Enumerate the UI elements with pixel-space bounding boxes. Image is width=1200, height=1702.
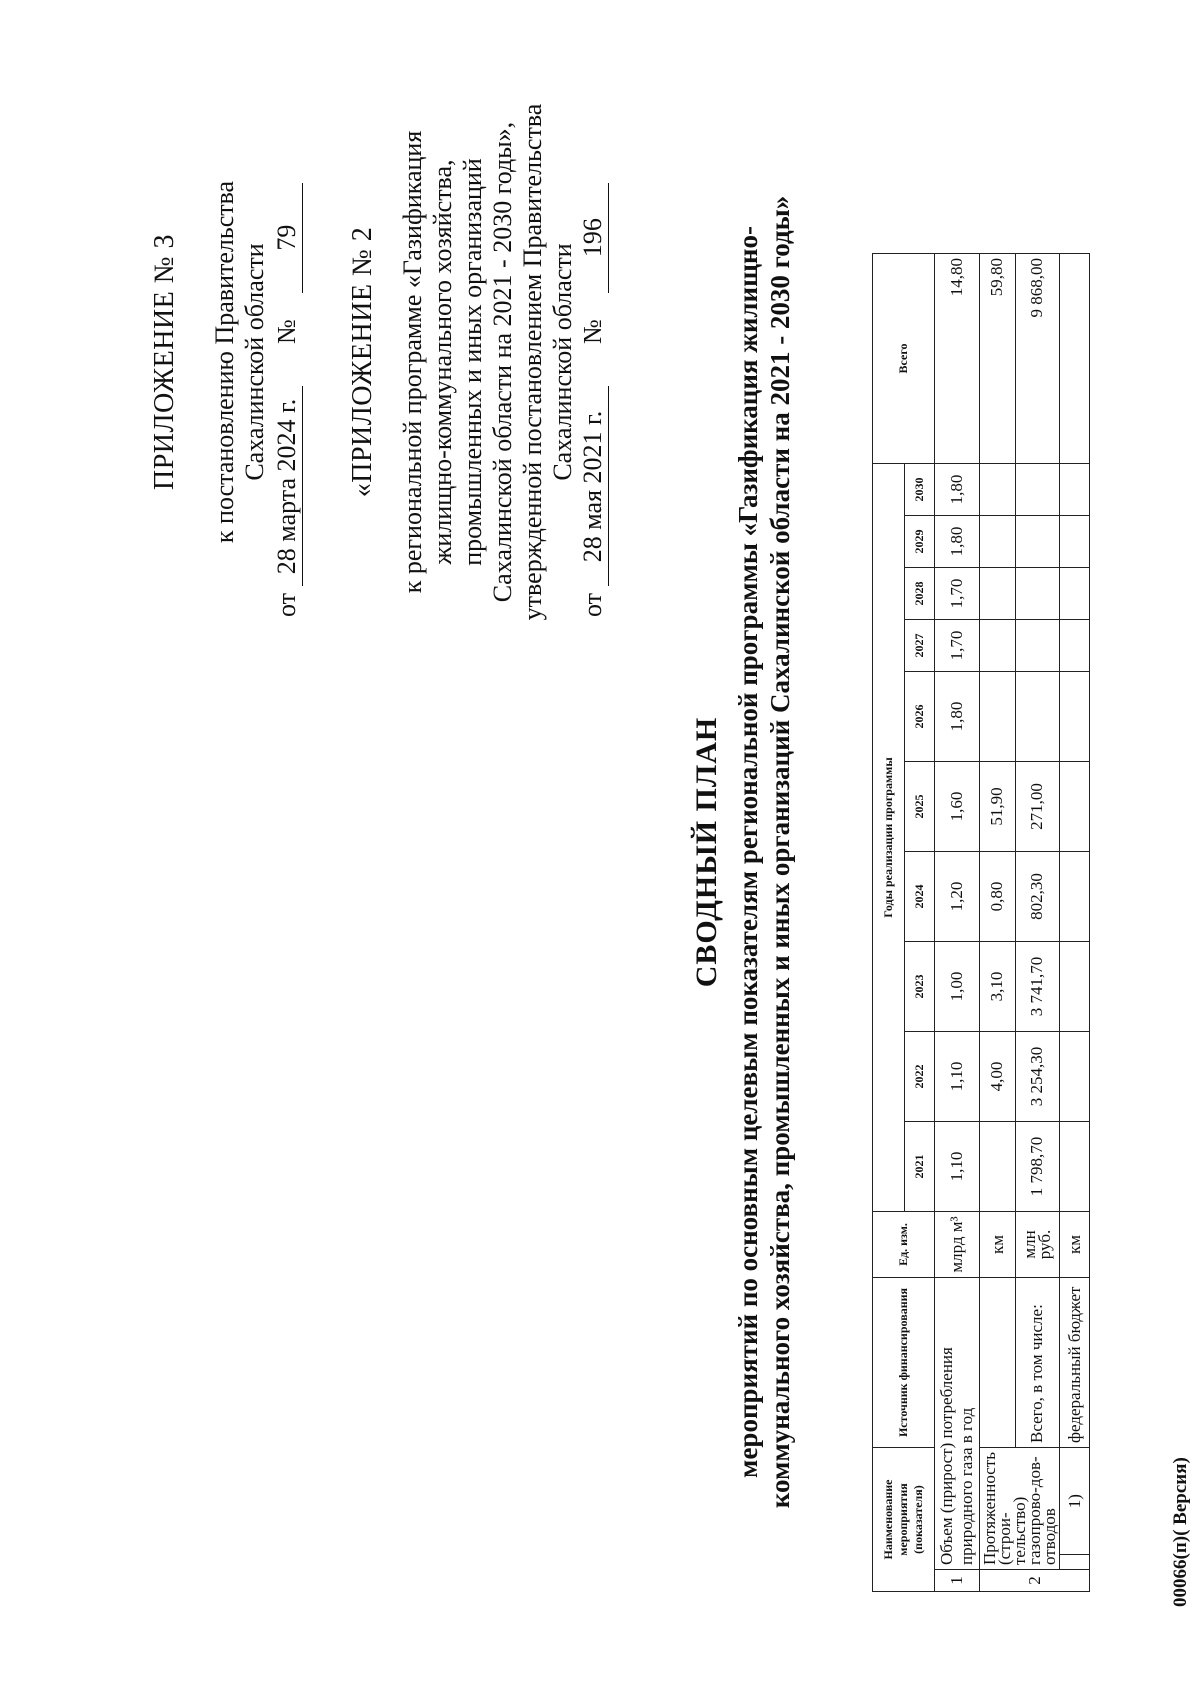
value-cell xyxy=(980,1122,1016,1212)
appendix3-from-label: от xyxy=(272,592,301,617)
value-cell: 1,20 xyxy=(935,852,980,942)
appendix2-title: «ПРИЛОЖЕНИЕ № 2 xyxy=(347,226,378,498)
value-cell xyxy=(1060,942,1090,1032)
row-unit: млн руб. xyxy=(1015,1212,1059,1278)
value-cell xyxy=(1060,516,1090,568)
header-year: 2029 xyxy=(905,516,935,568)
document-subtitle xyxy=(732,112,796,1592)
row-source: федеральный бюджет xyxy=(1060,1278,1090,1448)
value-cell xyxy=(1060,852,1090,942)
row-unit: км xyxy=(1060,1212,1090,1278)
appendix2-num-label: № xyxy=(578,319,607,344)
appendix2-date-line xyxy=(578,97,609,617)
value-cell xyxy=(980,672,1016,762)
row-name: Объем (прирост) потребления природного газа в год xyxy=(935,1278,980,1570)
row-name-empty xyxy=(1060,1555,1090,1570)
total-cell: 9 868,00 xyxy=(1015,254,1059,464)
value-cell: 1,10 xyxy=(935,1122,980,1212)
value-cell xyxy=(1015,464,1059,516)
table-row xyxy=(935,254,980,1592)
header-name: Наименование мероприятия (показателя) xyxy=(873,1448,935,1592)
row-name: Протяженность (строи-тельство) газопрово-дов-отводов xyxy=(980,1448,1060,1570)
row-number: 2 xyxy=(980,1570,1090,1592)
table-row xyxy=(1060,254,1090,1592)
value-cell: 1,70 xyxy=(935,620,980,672)
value-cell xyxy=(1060,620,1090,672)
value-cell: 1,10 xyxy=(935,1032,980,1122)
appendix3-date-line xyxy=(272,97,303,617)
appendix2-line3: промышленных и иных организаций xyxy=(458,158,487,566)
value-cell xyxy=(1015,568,1059,620)
table-row xyxy=(1015,254,1059,1592)
footer-code: 00066(п)( Версия) xyxy=(1170,1457,1191,1607)
value-cell xyxy=(980,568,1016,620)
value-cell xyxy=(1060,568,1090,620)
appendix2-line2: жилищно-коммунального хозяйства, xyxy=(428,159,457,565)
value-cell: 3 254,30 xyxy=(1015,1032,1059,1122)
header-years-group: Годы реализации программы xyxy=(873,464,905,1212)
value-cell xyxy=(1060,1032,1090,1122)
document-title: СВОДНЫЙ ПЛАН xyxy=(690,716,723,988)
header-row-1 xyxy=(873,254,905,1592)
appendix2-date: 28 мая 2021 г. xyxy=(578,386,609,586)
value-cell xyxy=(1060,762,1090,852)
appendix2-line1: к региональной программе «Газификация xyxy=(398,130,427,594)
value-cell xyxy=(980,464,1016,516)
value-cell xyxy=(1015,620,1059,672)
value-cell xyxy=(1060,464,1090,516)
header-total: Всего xyxy=(873,254,935,464)
value-cell: 1,00 xyxy=(935,942,980,1032)
row-unit: млрд м³ xyxy=(935,1212,980,1278)
plan-table xyxy=(872,253,1090,1592)
appendix2-line5: утвержденной постановлением Правительства xyxy=(518,103,547,621)
value-cell xyxy=(1015,516,1059,568)
appendix3-date: 28 марта 2024 г. xyxy=(272,386,303,586)
value-cell: 4,00 xyxy=(980,1032,1016,1122)
total-cell xyxy=(1060,254,1090,464)
value-cell: 3 741,70 xyxy=(1015,942,1059,1032)
row-unit: км xyxy=(980,1212,1016,1278)
header-year: 2021 xyxy=(905,1122,935,1212)
header-year: 2023 xyxy=(905,942,935,1032)
value-cell: 1 798,70 xyxy=(1015,1122,1059,1212)
value-cell: 51,90 xyxy=(980,762,1016,852)
appendix2-line6: Сахалинской области xyxy=(548,243,577,481)
header-year: 2025 xyxy=(905,762,935,852)
appendix3-line1: к постановлению Правительства xyxy=(210,180,239,544)
value-cell xyxy=(1060,1122,1090,1212)
appendix2-from-label: от xyxy=(578,592,607,617)
appendix3-number: 79 xyxy=(272,183,303,293)
header-source: Источник финансирования xyxy=(873,1278,935,1448)
appendix3-num-label: № xyxy=(272,319,301,344)
row-source: Всего, в том числе: xyxy=(1015,1278,1059,1448)
total-cell: 14,80 xyxy=(935,254,980,464)
appendix3-title: ПРИЛОЖЕНИЕ № 3 xyxy=(149,234,180,490)
value-cell xyxy=(1015,672,1059,762)
header-year: 2030 xyxy=(905,464,935,516)
value-cell: 0,80 xyxy=(980,852,1016,942)
value-cell: 271,00 xyxy=(1015,762,1059,852)
value-cell: 1,80 xyxy=(935,672,980,762)
appendix2-number: 196 xyxy=(578,183,609,293)
value-cell: 802,30 xyxy=(1015,852,1059,942)
value-cell: 1,70 xyxy=(935,568,980,620)
subtitle-line1: мероприятий по основным целевым показателям региональной программы «Газификация жилищно- xyxy=(733,226,763,1478)
value-cell xyxy=(980,620,1016,672)
total-cell: 59,80 xyxy=(980,254,1016,464)
appendix2-line4: Сахалинской области на 2021 - 2030 годы», xyxy=(488,121,517,603)
header-year: 2026 xyxy=(905,672,935,762)
header-year: 2028 xyxy=(905,568,935,620)
value-cell: 3,10 xyxy=(980,942,1016,1032)
header-year: 2027 xyxy=(905,620,935,672)
value-cell xyxy=(1060,672,1090,762)
value-cell xyxy=(980,516,1016,568)
header-unit: Ед. изм. xyxy=(873,1212,935,1278)
appendix3-line2: Сахалинской области xyxy=(240,243,269,481)
value-cell: 1,80 xyxy=(935,464,980,516)
value-cell: 1,60 xyxy=(935,762,980,852)
header-year: 2024 xyxy=(905,852,935,942)
table-row xyxy=(980,254,1016,1592)
value-cell: 1,80 xyxy=(935,516,980,568)
subrow-number: 1) xyxy=(1060,1448,1090,1555)
row-number: 1 xyxy=(935,1570,980,1592)
header-year: 2022 xyxy=(905,1032,935,1122)
row-source-empty xyxy=(980,1278,1016,1448)
subtitle-line2: коммунального хозяйства, промышленных и иных организаций Сахалинской области на 2021 - 2030 годы» xyxy=(765,195,795,1509)
